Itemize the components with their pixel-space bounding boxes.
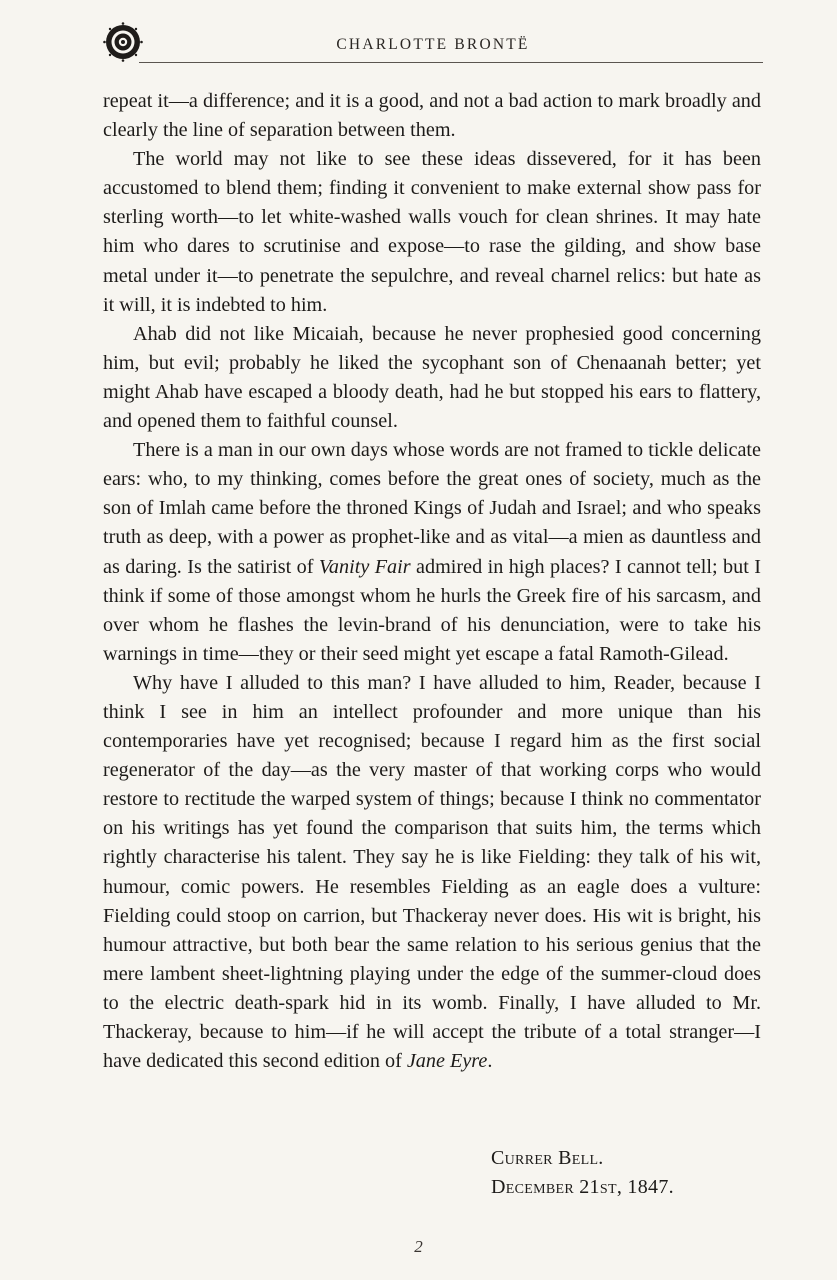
paragraph-4-text-b: admired in high places? I cannot tell; but I think if some of those amongst whom he hurls the Greek fire of his sarcasm, and over whom he flashes the levin-brand of his denunciation, were to take his warnings in time—they or their seed might yet escape a fatal Ramoth-Gilead. — [103, 555, 761, 665]
signature-date-main: December 21 — [491, 1176, 600, 1198]
running-head: CHARLOTTE BRONTË — [336, 36, 530, 53]
header-rule — [139, 62, 763, 63]
signature-date-year: , 1847. — [616, 1176, 674, 1198]
paragraph-5 — [103, 669, 761, 1076]
page-header — [103, 22, 763, 64]
book-title-vanity-fair: Vanity Fair — [318, 555, 411, 578]
paragraph-4 — [103, 436, 761, 669]
paragraph-1: repeat it—a difference; and it is a good, and not a bad action to mark broadly and clearly the line of separation between them. — [103, 90, 761, 142]
paragraph-5-text-b: . — [487, 1050, 493, 1073]
paragraph-5-text-a: Why have I alluded to this man? I have alluded to him, Reader, because I think I see in him an intellect profounder and more unique than his contemporaries have yet recognised; because I regard him as the first social regenerator of the day—as the very master of that working corps who would restore to rectitude the warped system of things; because I think no commentator on his writings has yet found the comparison that suits him, the terms which rightly characterise his talent. They say he is like Fielding: they talk of his wit, humour, comic powers. He resembles Fielding as an eagle does a vulture: Fielding could stoop on carrion, but Thackeray never does. His wit is bright, his humour attractive, but both bear the same relation to his serious genius that the mere lambent sheet-lightning playing under the edge of the summer-cloud does to the electric death-spark hid in its womb. Finally, I have alluded to Mr. Thackeray, because to him—if he will accept the tribute of a total stranger—I have dedicated this second edition of — [103, 671, 761, 1073]
paragraph-4-text-a: There is a man in our own days whose words are not framed to tickle delicate ears: who, to my thinking, comes before the great ones of society, much as the son of Imlah came before the throned Kings of Judah and Israel; and who speaks truth as deep, with a power as prophet-like and as vital—a mien as dauntless and as daring. Is the satirist of — [103, 439, 761, 578]
signature-date — [491, 1173, 721, 1202]
paragraph-2: The world may not like to see these ideas dissevered, for it has been accustomed to blend them; finding it convenient to make external show pass for sterling worth—to let white-washed walls vouch for clean shrines. It may hate him who dares to scrutinise and expose—to rase the gilding, and show base metal under it—to penetrate the sepulchre, and reveal charnel relics: but hate as it will, it is indebted to him. — [103, 148, 761, 316]
signature-name: Currer Bell. — [491, 1147, 604, 1169]
paragraph-3: Ahab did not like Micaiah, because he never prophesied good concerning him, but evil; probably he liked the sycophant son of Chenaanah better; yet might Ahab have escaped a bloody death, had he but stopped his ears to flattery, and opened them to faithful counsel. — [103, 322, 761, 433]
book-title-jane-eyre: Jane Eyre — [406, 1050, 488, 1073]
page-number: 2 — [414, 1237, 423, 1256]
signature-date-ordinal: st — [599, 1176, 617, 1198]
body-text — [103, 87, 761, 1076]
